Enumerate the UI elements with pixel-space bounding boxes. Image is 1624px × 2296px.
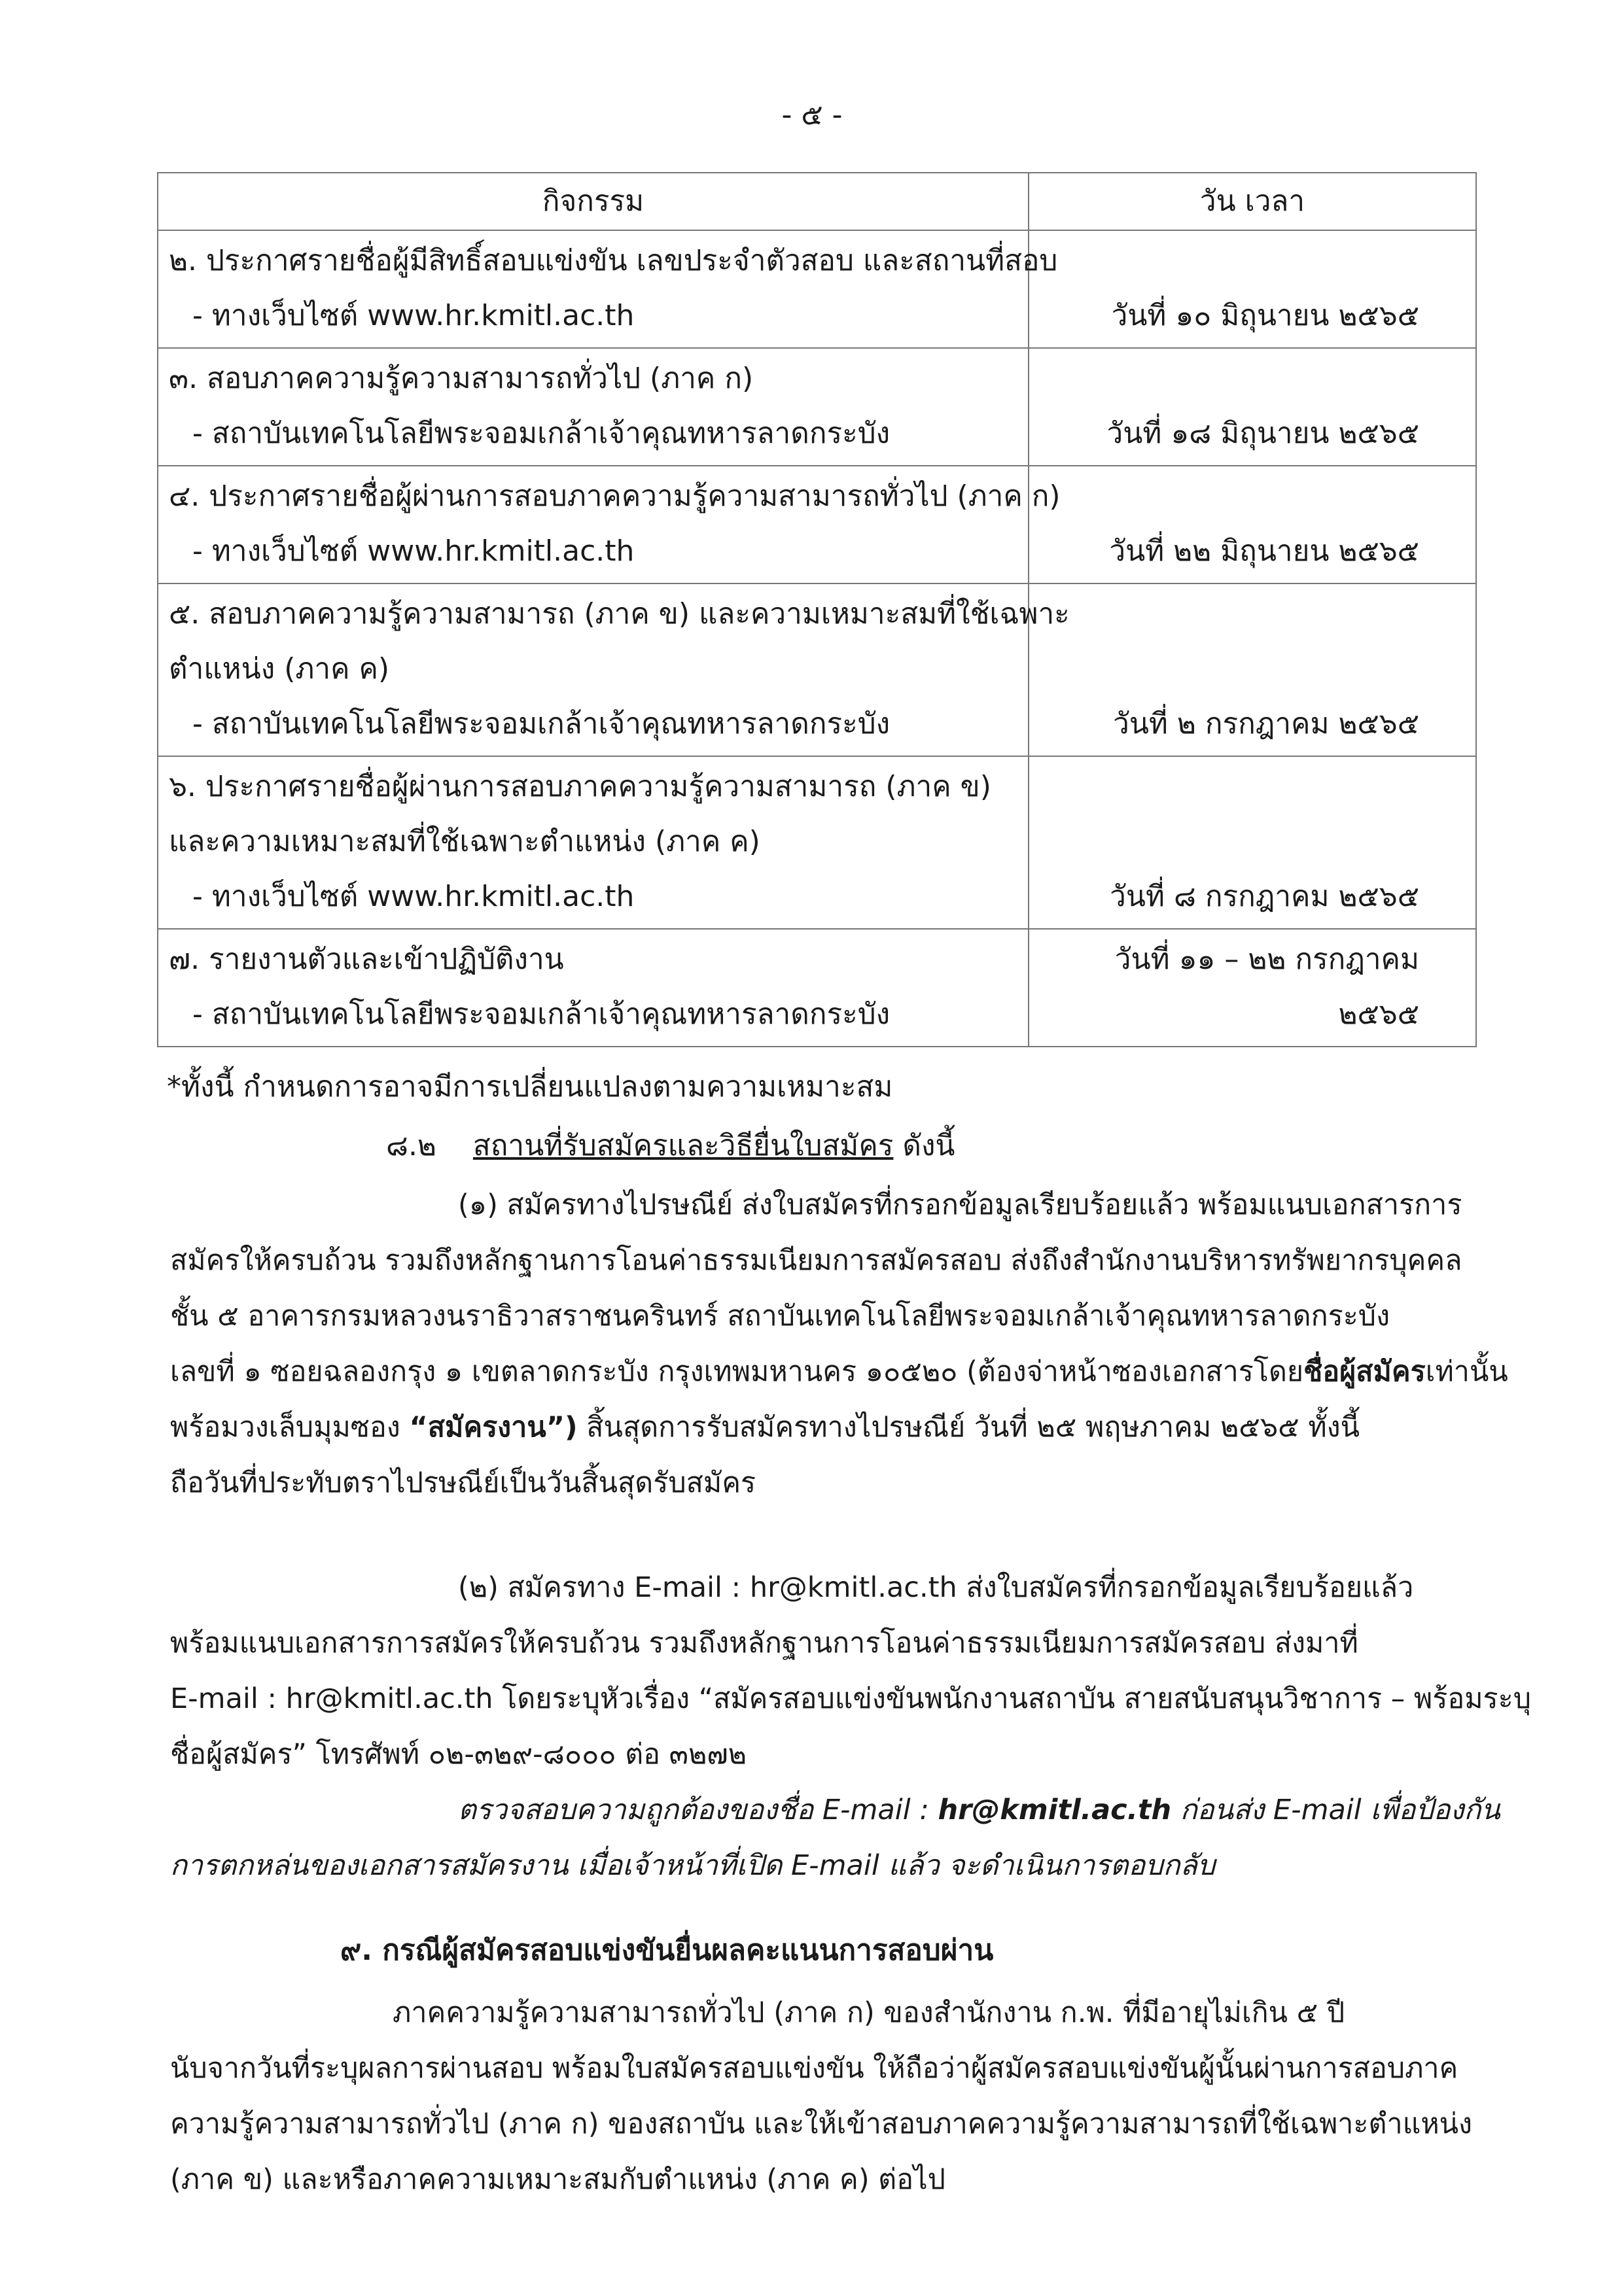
text-run: ก่อนส่ง E-mail เพื่อป้องกัน	[1171, 1794, 1500, 1826]
activity-text-continued: และความเหมาะสมที่ใช้เฉพาะตำแหน่ง (ภาค ค)	[169, 825, 760, 858]
table-row	[158, 756, 1476, 929]
text-run: เท่านั้น	[1425, 1355, 1508, 1388]
table-row	[158, 929, 1476, 1047]
email-address: hr@kmitl.ac.th	[285, 1682, 493, 1715]
date-cell: วันที่ ๒ กรกฎาคม ๒๕๖๕	[1029, 583, 1476, 756]
activity-location: - สถาบันเทคโนโลยีพระจอมเกล้าเจ้าคุณทหารลาดกระบัง	[192, 998, 891, 1031]
activity-cell	[158, 466, 1061, 583]
email-address: hr@kmitl.ac.th	[749, 1571, 957, 1604]
date-cell: วันที่ ๑๘ มิถุนายน ๒๕๖๕	[1029, 348, 1476, 466]
text-run: ตรวจสอบความถูกต้องของชื่อ E-mail :	[458, 1794, 938, 1826]
item-2-line: การตกหล่นของเอกสารสมัครงาน เมื่อเจ้าหน้าที่เปิด E-mail แล้ว จะดำเนินการตอบกลับ	[170, 1849, 1216, 1882]
table-row	[158, 466, 1476, 583]
date-cell: วันที่ ๑๑ – ๒๒ กรกฎาคม ๒๕๖๕	[1029, 929, 1476, 1047]
text-run: (๒) สมัครทาง E-mail :	[458, 1571, 750, 1604]
item-2-line	[170, 1560, 1439, 1616]
email-address: hr@kmitl.ac.th	[938, 1794, 1172, 1826]
activity-cell	[158, 929, 1029, 1047]
activity-location: - ทางเว็บไซต์ www.hr.kmitl.ac.th	[192, 534, 635, 568]
activity-location: - ทางเว็บไซต์ www.hr.kmitl.ac.th	[192, 299, 635, 332]
schedule-table	[157, 172, 1477, 1047]
section-8-2-suffix: ดังนี้	[893, 1129, 955, 1162]
text-run: โดยระบุหัวเรื่อง “สมัครสอบแข่งขันพนักงานสถาบัน สายสนับสนุนวิชาการ – พร้อมระบุ	[493, 1682, 1532, 1715]
date-cell: วันที่ ๑๐ มิถุนายน ๒๕๖๕	[1029, 230, 1476, 348]
table-header-row	[158, 173, 1476, 230]
table-row	[158, 348, 1476, 466]
bold-text: “สมัครงาน”)	[409, 1411, 578, 1444]
activity-location: - ทางเว็บไซต์ www.hr.kmitl.ac.th	[192, 880, 635, 913]
item-2-line	[170, 1671, 1532, 1727]
section-9-line: (ภาค ข) และหรือภาคความเหมาะสมกับตำแหน่ง (ภาค ค) ต่อไป	[170, 2163, 945, 2196]
text-run: E-mail :	[170, 1682, 286, 1715]
section-8-2-heading	[386, 1119, 955, 1174]
page-number: - ๕ -	[781, 98, 843, 131]
activity-cell	[158, 756, 1029, 929]
activity-text-continued: ตำแหน่ง (ภาค ค)	[169, 652, 390, 686]
date-cell: วันที่ ๘ กรกฎาคม ๒๕๖๕	[1029, 756, 1476, 929]
activity-text: ๖. ประกาศรายชื่อผู้ผ่านการสอบภาคความรู้ความสามารถ (ภาค ข)	[169, 770, 991, 803]
activity-text: ๒. ประกาศรายชื่อผู้มีสิทธิ์สอบแข่งขัน เลขประจำตัวสอบ และสถานที่สอบ	[169, 244, 1058, 277]
item-2-line: พร้อมแนบเอกสารการสมัครให้ครบถ้วน รวมถึงหลักฐานการโอนค่าธรรมเนียมการสมัครสอบ ส่งมาที่	[170, 1627, 1358, 1660]
section-9-line: ความรู้ความสามารถทั่วไป (ภาค ก) ของสถาบัน และให้เข้าสอบภาคความรู้ความสามารถที่ใช้เฉพาะตำแหน่ง	[170, 2108, 1473, 2140]
text-run: เลขที่ ๑ ซอยฉลองกรุง ๑ เขตลาดกระบัง กรุงเทพมหานคร ๑๐๕๒๐ (ต้องจ่าหน้าซองเอกสารโดย	[170, 1355, 1304, 1388]
section-9-line: ภาคความรู้ความสามารถทั่วไป (ภาค ก) ของสำนักงาน ก.พ. ที่มีอายุไม่เกิน ๕ ปี	[393, 1996, 1345, 2029]
item-2-line: ชื่อผู้สมัคร” โทรศัพท์ ๐๒-๓๒๙-๘๐๐๐ ต่อ ๓๒๗๒	[170, 1738, 747, 1771]
item-1-line: (๑) สมัครทางไปรษณีย์ ส่งใบสมัครที่กรอกข้อมูลเรียบร้อยแล้ว พร้อมแนบเอกสารการ	[458, 1189, 1462, 1221]
text-run: ส่งใบสมัครที่กรอกข้อมูลเรียบร้อยแล้ว	[957, 1571, 1414, 1604]
item-2-paragraph	[170, 1560, 1532, 1894]
section-8-2-number: ๘.๒	[386, 1129, 436, 1162]
header-datetime: วัน เวลา	[1029, 173, 1476, 230]
item-1-paragraph	[170, 1177, 1508, 1511]
text-run: สิ้นสุดการรับสมัครทางไปรษณีย์ วันที่ ๒๕ พฤษภาคม ๒๕๖๕ ทั้งนี้	[577, 1411, 1360, 1444]
activity-cell	[158, 348, 1029, 466]
item-1-line: สมัครให้ครบถ้วน รวมถึงหลักฐานการโอนค่าธรรมเนียมการสมัครสอบ ส่งถึงสำนักงานบริหารทรัพยากรบุคคล	[170, 1244, 1462, 1277]
text-run: พร้อมวงเล็บมุมซอง	[170, 1411, 410, 1444]
item-1-line: ถือวันที่ประทับตราไปรษณีย์เป็นวันสิ้นสุดรับสมัคร	[170, 1467, 756, 1499]
activity-text: ๕. สอบภาคความรู้ความสามารถ (ภาค ข) และความเหมาะสมที่ใช้เฉพาะ	[169, 597, 1070, 631]
item-1-line: ชั้น ๕ อาคารกรมหลวงนราธิวาสราชนครินทร์ สถาบันเทคโนโลยีพระจอมเกล้าเจ้าคุณทหารลาดกระบัง	[170, 1300, 1390, 1332]
header-activity: กิจกรรม	[158, 173, 1029, 230]
item-1-line	[170, 1400, 1439, 1455]
activity-text: ๓. สอบภาคความรู้ความสามารถทั่วไป (ภาค ก)	[169, 362, 754, 395]
activity-cell	[158, 583, 1070, 756]
section-8-2-title: สถานที่รับสมัครและวิธียื่นใบสมัคร	[472, 1129, 894, 1162]
item-2-line	[170, 1783, 1500, 1838]
bold-text: ชื่อผู้สมัคร	[1303, 1355, 1426, 1388]
activity-text: ๗. รายงานตัวและเข้าปฏิบัติงาน	[169, 943, 564, 976]
activity-location: - สถาบันเทคโนโลยีพระจอมเกล้าเจ้าคุณทหารลาดกระบัง	[192, 417, 891, 450]
activity-location: - สถาบันเทคโนโลยีพระจอมเกล้าเจ้าคุณทหารลาดกระบัง	[192, 707, 891, 740]
section-9-line: นับจากวันที่ระบุผลการผ่านสอบ พร้อมใบสมัครสอบแข่งขัน ให้ถือว่าผู้สมัครสอบแข่งขันผู้นั้นผ่านการสอบภาค	[170, 2052, 1458, 2085]
activity-cell	[158, 230, 1058, 348]
table-row	[158, 230, 1476, 348]
table-row	[158, 583, 1476, 756]
activity-text: ๔. ประกาศรายชื่อผู้ผ่านการสอบภาคความรู้ความสามารถทั่วไป (ภาค ก)	[169, 479, 1061, 513]
schedule-note: *ทั้งนี้ กำหนดการอาจมีการเปลี่ยนแปลงตามความเหมาะสม	[167, 1070, 893, 1104]
date-cell: วันที่ ๒๒ มิถุนายน ๒๕๖๕	[1029, 466, 1476, 583]
section-9-paragraph	[170, 1985, 1473, 2208]
section-9-heading: ๙. กรณีผู้สมัครสอบแข่งขันยื่นผลคะแนนการสอบผ่าน	[340, 1934, 994, 1967]
item-1-line	[170, 1344, 1508, 1400]
